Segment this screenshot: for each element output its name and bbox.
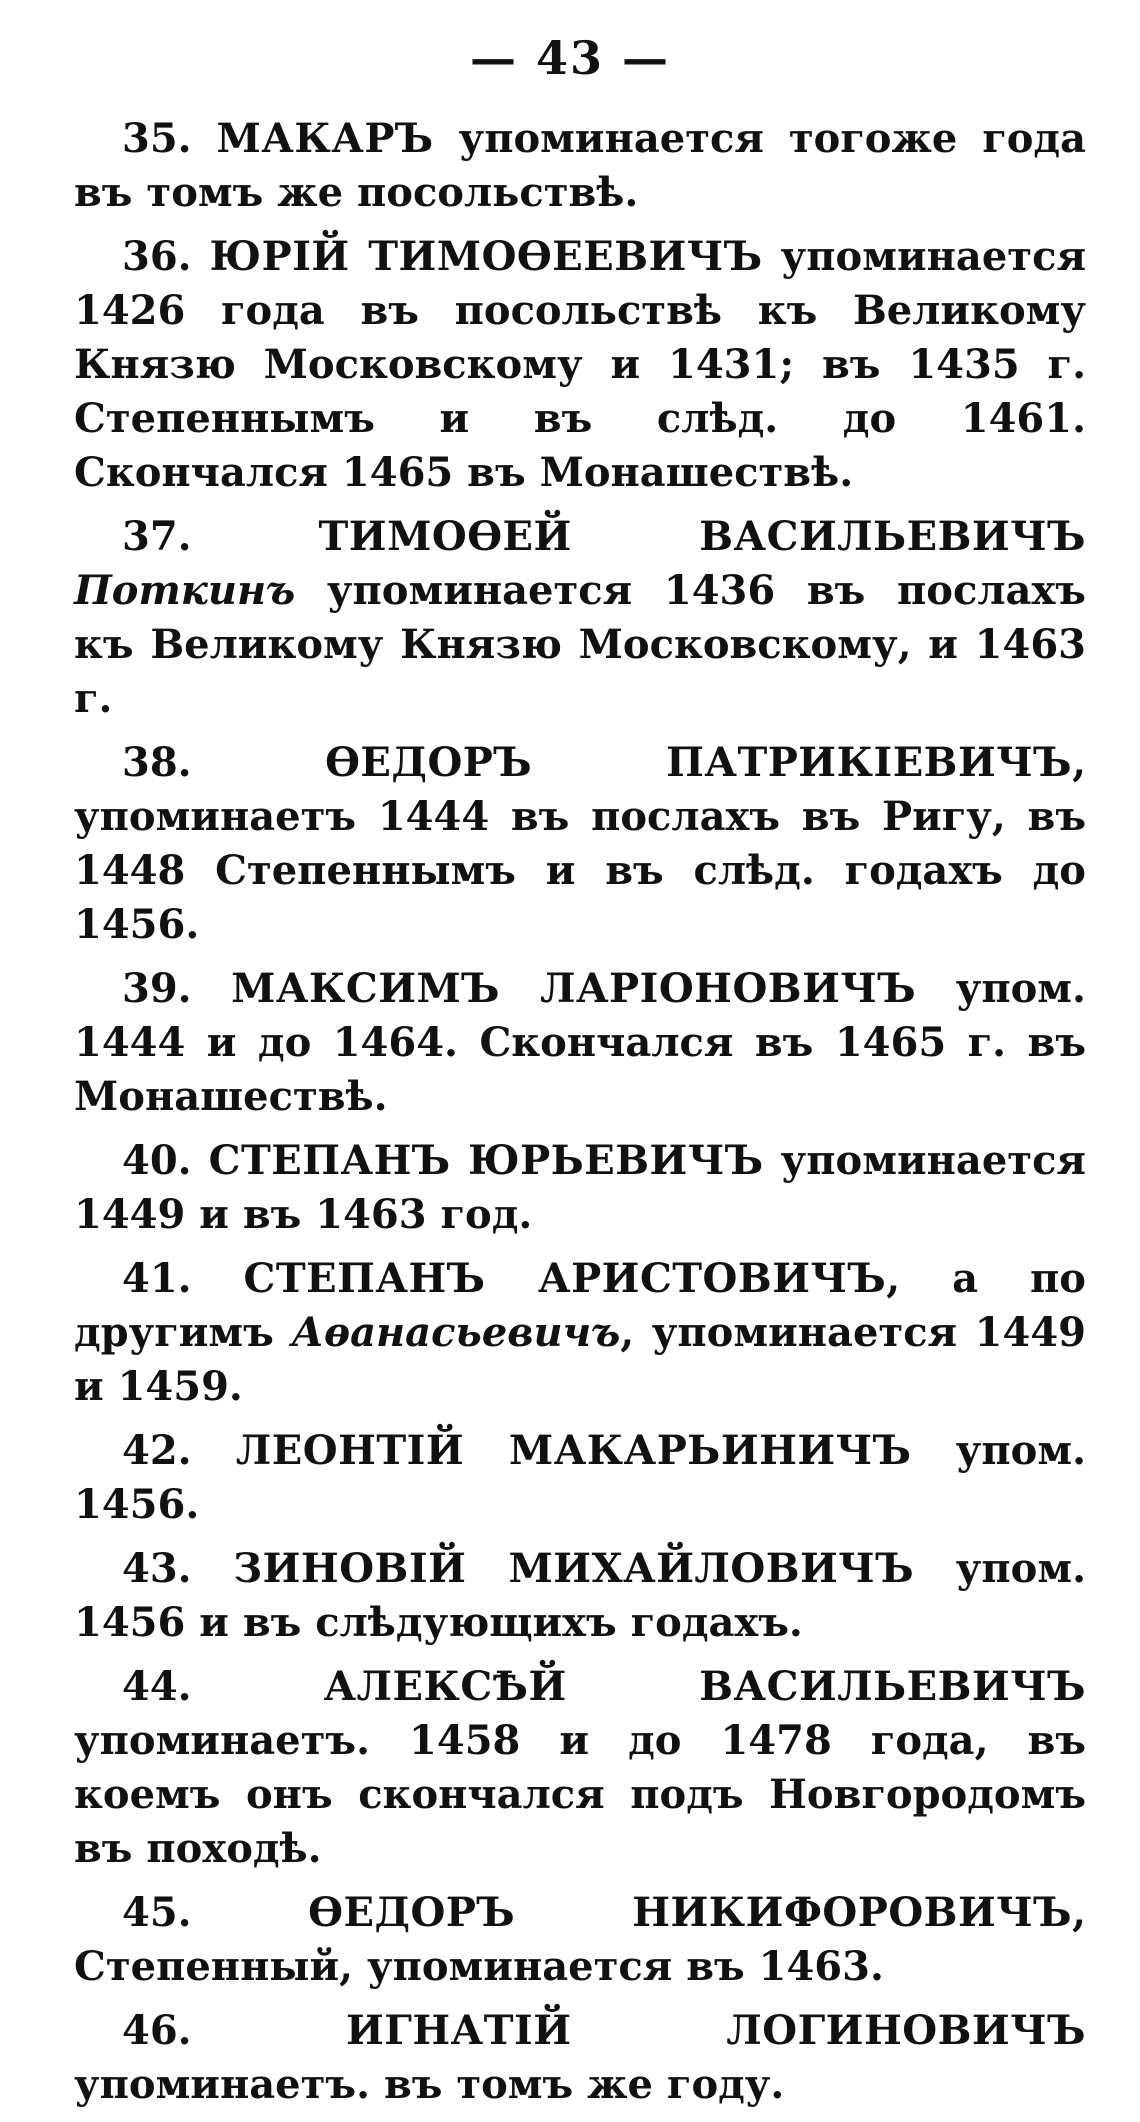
entry-name: АЛЕКСѢЙ ВАСИЛЬЕВИЧЪ <box>323 1663 1086 1710</box>
entry-42 <box>74 1424 1086 1532</box>
entry-number: 38. <box>122 739 192 786</box>
entry-text: упоминаетъ. въ томъ же году. <box>74 2061 785 2108</box>
entry-number: 35. <box>122 115 192 162</box>
entry-name: ѲЕДОРЪ НИКИФОРОВИЧЪ <box>308 1889 1073 1936</box>
entry-text: упом. 1456. <box>74 1427 1086 1528</box>
entry-43 <box>74 1542 1086 1650</box>
entry-40 <box>74 1134 1086 1242</box>
entry-text: упоминается 1449 и въ 1463 год. <box>74 1137 1086 1238</box>
entry-number: 41. <box>122 1255 192 1302</box>
entry-number: 46. <box>122 2007 192 2054</box>
entry-name: ЮРІЙ ТИМОѲЕЕВИЧЪ <box>209 233 763 280</box>
entry-39 <box>74 962 1086 1124</box>
page-number: — 43 — <box>469 31 671 85</box>
entry-name: СТЕПАНЪ ЮРЬЕВИЧЪ <box>208 1137 764 1184</box>
entry-35 <box>74 112 1086 220</box>
entry-text: упоминается 1426 года въ посольствѣ къ Великому Князю Московскому и 1431; въ 1435 г. Степеннымъ и въ слѣд. до 1461. Скончался 1465 въ Монашествѣ. <box>74 233 1086 496</box>
entry-37 <box>74 510 1086 726</box>
entry-name: СТЕПАНЪ АРИСТОВИЧЪ <box>243 1255 887 1302</box>
entry-36 <box>74 230 1086 500</box>
entry-text-after: , упоминается 1449 и 1459. <box>74 1309 1086 1410</box>
entry-name: ИГНАТІЙ ЛОГИНОВИЧЪ <box>345 2007 1086 2054</box>
entry-name: МАКАРЪ <box>216 115 434 162</box>
entry-surname: Поткинъ <box>74 567 296 614</box>
entry-text: , а по другимъ <box>74 1255 1086 1356</box>
entry-name: ЛЕОНТІЙ МАКАРЬИНИЧЪ <box>235 1427 912 1474</box>
entry-name: ТИМОѲЕЙ ВАСИЛЬЕВИЧЪ <box>318 513 1086 560</box>
entry-number: 44. <box>122 1663 192 1710</box>
entry-name: МАКСИМЪ ЛАРІОНОВИЧЪ <box>231 965 917 1012</box>
entry-44 <box>74 1660 1086 1876</box>
entry-text: упоминается тогоже года въ томъ же посольствѣ. <box>74 115 1086 216</box>
entry-name: ѲЕДОРЪ ПАТРИКІЕВИЧЪ <box>325 739 1073 786</box>
entry-number: 42. <box>122 1427 192 1474</box>
entry-number: 36. <box>122 233 192 280</box>
entry-46 <box>74 2004 1086 2112</box>
entry-number: 39. <box>122 965 192 1012</box>
entry-number: 43. <box>122 1545 192 1592</box>
entries-list <box>74 112 1086 2122</box>
entry-41 <box>74 1252 1086 1414</box>
entry-alt-patronymic: Аѳанасьевичъ <box>291 1309 621 1356</box>
entry-text: упоминаетъ. 1458 и до 1478 года, въ коемъ онъ скончался подъ Новгородомъ въ походѣ. <box>74 1717 1086 1872</box>
entry-text: , Степенный, упоминается въ 1463. <box>74 1889 1086 1990</box>
entry-text: упом. 1444 и до 1464. Скончался въ 1465 г. въ Монашествѣ. <box>74 965 1086 1120</box>
entry-text: , упоминаетъ 1444 въ послахъ въ Ригу, въ 1448 Степеннымъ и въ слѣд. годахъ до 1456. <box>74 739 1086 948</box>
entry-number: 40. <box>122 1137 192 1184</box>
entry-38 <box>74 736 1086 952</box>
entry-text: упом. 1456 и въ слѣдующихъ годахъ. <box>74 1545 1086 1646</box>
entry-number: 45. <box>122 1889 192 1936</box>
entry-name: ЗИНОВІЙ МИХАЙЛОВИЧЪ <box>233 1545 915 1592</box>
entry-45 <box>74 1886 1086 1994</box>
entry-number: 37. <box>122 513 192 560</box>
entry-text: упоминается 1436 въ послахъ къ Великому Князю Московскому, и 1463 г. <box>74 567 1086 722</box>
